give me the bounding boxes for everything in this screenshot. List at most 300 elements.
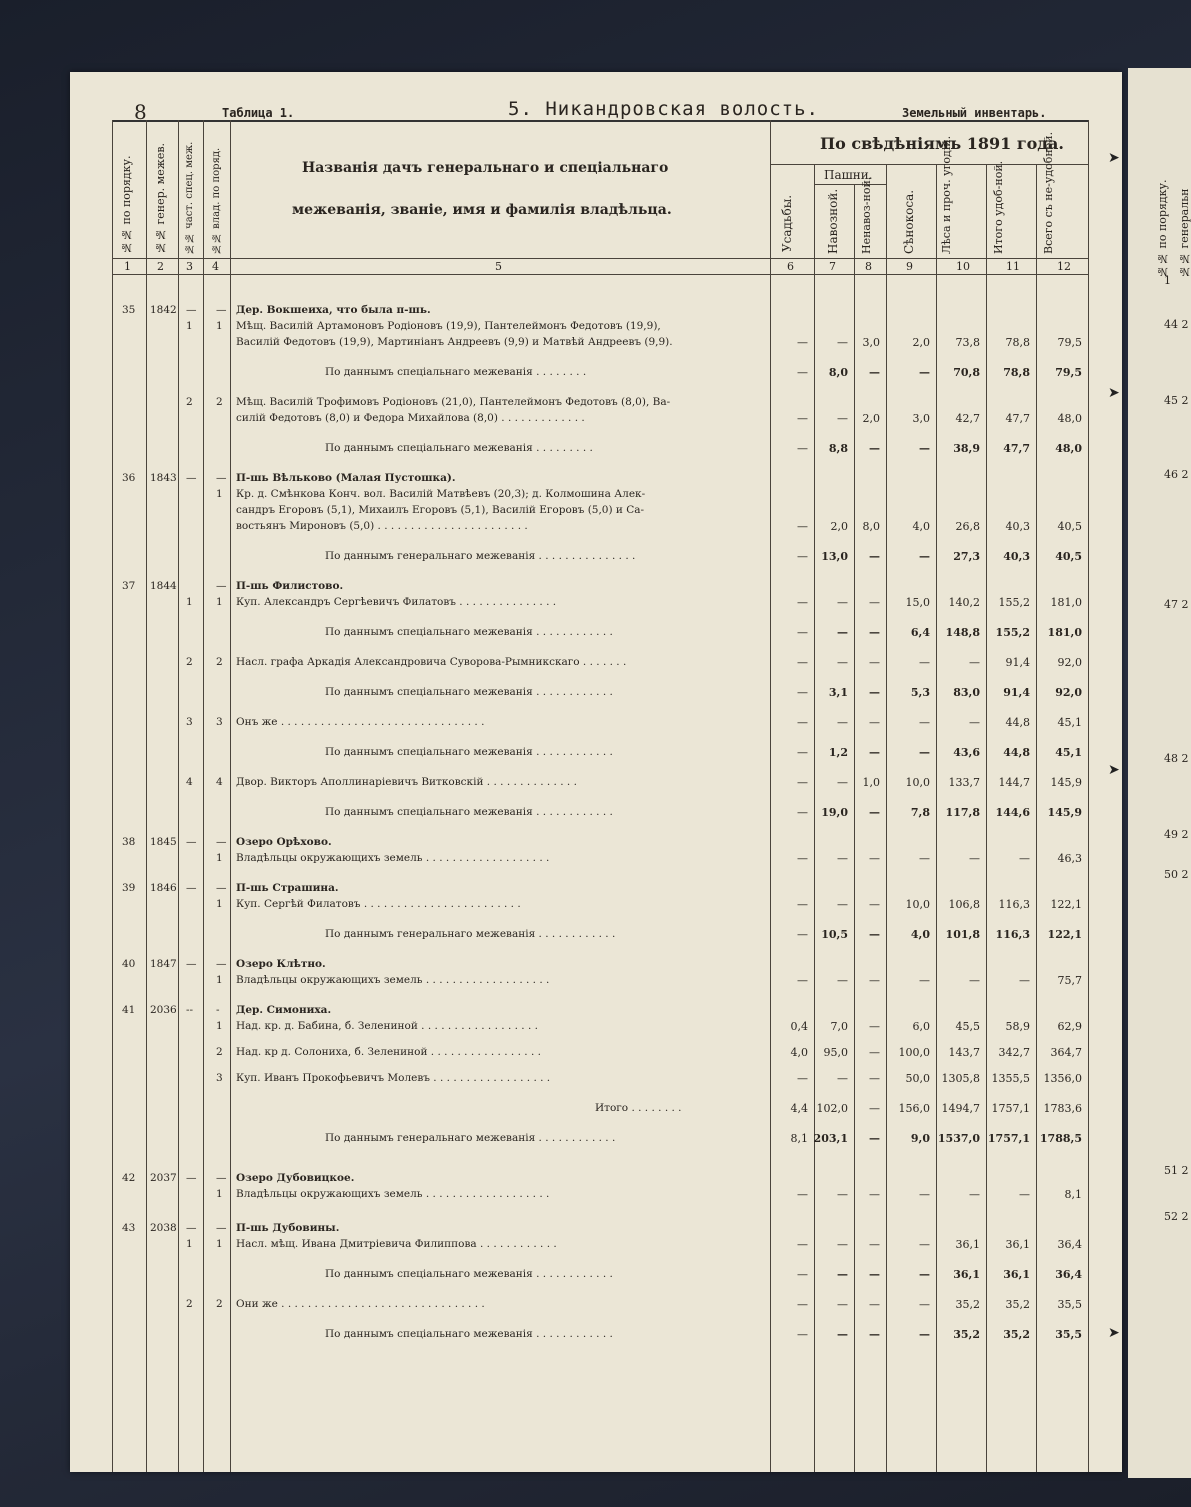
- col-header-nenavoznoy: Ненавоз-ной.: [860, 176, 873, 254]
- row-value: —: [837, 626, 848, 639]
- next-page-entry: 51 2: [1164, 1164, 1189, 1177]
- next-page-entry: 48 2: [1164, 752, 1189, 765]
- row-value: 73,8: [955, 336, 980, 349]
- row-value: 7,0: [830, 1020, 848, 1033]
- row-value: 6,0: [912, 1020, 930, 1033]
- row-owner-no: 1: [216, 974, 223, 986]
- col-header-vsego: Всего съ не-удобной.: [1042, 131, 1055, 254]
- row-owner-no: —: [216, 580, 227, 592]
- row-text: По даннымъ генеральнаго межеванія . . . . . . . . . . . .: [325, 928, 616, 940]
- row-value: —: [797, 1072, 808, 1085]
- row-owner-no: —: [216, 1222, 227, 1234]
- col-header-names-1: Названія дачъ генеральнаго и спеціальнаго: [302, 160, 669, 176]
- row-text: Они же . . . . . . . . . . . . . . . . . . . . . . . . . . . . . . .: [236, 1298, 485, 1310]
- row-text: Над. кр. д. Бабина, б. Зелениной . . . . . . . . . . . . . . . . . .: [236, 1020, 538, 1032]
- row-owner-no: 1: [216, 898, 223, 910]
- binding-arrow-2: ➤: [1108, 385, 1120, 401]
- row-value: 143,7: [948, 1046, 980, 1059]
- row-text: Дер. Симониха.: [236, 1004, 332, 1016]
- row-value: —: [797, 806, 808, 819]
- row-value: 40,3: [1003, 550, 1030, 563]
- col-header-order: №№ по порядку.: [120, 155, 133, 254]
- row-order-no: 38: [122, 836, 136, 848]
- row-value: —: [797, 686, 808, 699]
- row-value: —: [869, 1328, 880, 1341]
- row-value: 70,8: [953, 366, 980, 379]
- row-owner-no: 2: [216, 1046, 223, 1058]
- row-value: 35,2: [953, 1328, 980, 1341]
- row-owner-no: —: [216, 1172, 227, 1184]
- row-value: 40,5: [1055, 550, 1082, 563]
- row-text: силій Федотовъ (8,0) и Федора Михайлова (8,0) . . . . . . . . . . . . .: [236, 412, 585, 424]
- row-order-no: 39: [122, 882, 136, 894]
- next-page-entry: 45 2: [1164, 394, 1189, 407]
- row-general-no: 1842: [150, 304, 177, 316]
- row-text: Мѣщ. Василій Артамоновъ Родіоновъ (19,9), Пантелеймонъ Федотовъ (19,9),: [236, 320, 661, 332]
- row-special-no: 3: [186, 716, 193, 728]
- row-value: 46,3: [1057, 852, 1082, 865]
- row-value: 1757,1: [991, 1102, 1030, 1115]
- row-value: —: [1019, 974, 1030, 987]
- row-special-no: —: [186, 472, 197, 484]
- row-value: 145,9: [1050, 776, 1082, 789]
- row-value: 10,0: [905, 898, 930, 911]
- row-value: —: [919, 852, 930, 865]
- row-text: Владѣльцы окружающихъ земель . . . . . . . . . . . . . . . . . . .: [236, 974, 550, 986]
- row-value: 95,0: [823, 1046, 848, 1059]
- row-value: —: [797, 626, 808, 639]
- row-value: 19,0: [821, 806, 848, 819]
- row-value: 2,0: [862, 412, 880, 425]
- row-order-no: 35: [122, 304, 136, 316]
- row-special-no: —: [186, 1172, 197, 1184]
- row-value: —: [837, 1268, 848, 1281]
- row-value: 7,8: [910, 806, 930, 819]
- row-value: 15,0: [905, 596, 930, 609]
- row-text: востьянъ Мироновъ (5,0) . . . . . . . . . . . . . . . . . . . . . . .: [236, 520, 528, 532]
- row-value: —: [869, 366, 880, 379]
- row-value: 0,4: [790, 1020, 808, 1033]
- row-value: 8,8: [828, 442, 848, 455]
- row-value: —: [797, 366, 808, 379]
- row-value: —: [919, 550, 930, 563]
- row-value: —: [1019, 1188, 1030, 1201]
- row-text: П-шь Вѣльково (Малая Пустошка).: [236, 472, 456, 484]
- row-value: —: [797, 852, 808, 865]
- row-value: 1537,0: [937, 1132, 980, 1145]
- row-value: —: [1019, 852, 1030, 865]
- row-value: —: [797, 974, 808, 987]
- row-value: —: [919, 1238, 930, 1251]
- row-value: —: [919, 1298, 930, 1311]
- row-value: —: [797, 336, 808, 349]
- col-header-navoznoy: Навозной.: [826, 188, 840, 254]
- row-owner-no: 1: [216, 1188, 223, 1200]
- row-value: 8,1: [790, 1132, 808, 1145]
- row-value: —: [797, 746, 808, 759]
- row-value: —: [837, 1328, 848, 1341]
- row-order-no: 37: [122, 580, 136, 592]
- row-value: 3,0: [912, 412, 930, 425]
- row-value: —: [837, 412, 848, 425]
- col-header-owner-order: №№ влад. по поряд.: [211, 147, 222, 254]
- row-text: По даннымъ спеціальнаго межеванія . . . . . . . . . . . .: [325, 1268, 613, 1280]
- next-page-col-general: №№ генеральн: [1178, 188, 1191, 278]
- row-order-no: 36: [122, 472, 136, 484]
- row-value: 144,7: [998, 776, 1030, 789]
- row-value: —: [797, 716, 808, 729]
- row-value: —: [919, 1268, 930, 1281]
- row-value: —: [869, 1238, 880, 1251]
- row-value: 38,9: [953, 442, 980, 455]
- row-value: 79,5: [1057, 336, 1082, 349]
- row-value: 4,0: [910, 928, 930, 941]
- row-value: —: [869, 806, 880, 819]
- row-text: сандръ Егоровъ (5,1), Михаилъ Егоровъ (5,1), Василій Егоровъ (5,0) и Са-: [236, 504, 645, 516]
- row-value: 1,2: [828, 746, 848, 759]
- row-value: 45,5: [955, 1020, 980, 1033]
- row-value: 155,2: [998, 596, 1030, 609]
- row-value: 91,4: [1003, 686, 1030, 699]
- row-value: 102,0: [816, 1102, 848, 1115]
- row-value: —: [869, 686, 880, 699]
- row-value: 1757,1: [987, 1132, 1030, 1145]
- row-value: 27,3: [953, 550, 980, 563]
- row-value: —: [837, 1072, 848, 1085]
- row-value: 144,6: [995, 806, 1030, 819]
- row-owner-no: 3: [216, 716, 223, 728]
- row-value: 36,4: [1055, 1268, 1082, 1281]
- row-value: 8,0: [862, 520, 880, 533]
- page-title: 5. Никандровская волость.: [508, 98, 819, 120]
- row-owner-no: 2: [216, 656, 223, 668]
- row-value: —: [797, 1238, 808, 1251]
- row-value: 62,9: [1057, 1020, 1082, 1033]
- row-value: 116,3: [998, 898, 1030, 911]
- column-number: 7: [829, 260, 836, 273]
- row-value: 2,0: [912, 336, 930, 349]
- row-value: —: [969, 656, 980, 669]
- row-value: 45,1: [1057, 716, 1082, 729]
- next-page-col-order: №№ по порядку.: [1156, 179, 1169, 278]
- row-value: 1355,5: [991, 1072, 1030, 1085]
- row-value: 44,8: [1005, 716, 1030, 729]
- row-value: —: [837, 852, 848, 865]
- row-text: Владѣльцы окружающихъ земель . . . . . . . . . . . . . . . . . . .: [236, 852, 550, 864]
- row-value: 6,4: [910, 626, 930, 639]
- row-value: —: [797, 520, 808, 533]
- row-special-no: —: [186, 882, 197, 894]
- row-value: —: [797, 442, 808, 455]
- row-value: —: [919, 442, 930, 455]
- row-text: Куп. Иванъ Прокофьевичъ Молевъ . . . . . . . . . . . . . . . . . .: [236, 1072, 551, 1084]
- row-value: 101,8: [945, 928, 980, 941]
- row-value: 122,1: [1050, 898, 1082, 911]
- row-value: 140,2: [948, 596, 980, 609]
- row-value: —: [797, 1268, 808, 1281]
- row-value: 8,0: [828, 366, 848, 379]
- row-value: 78,8: [1003, 366, 1030, 379]
- next-page-colnum: 1: [1164, 274, 1171, 287]
- row-value: —: [869, 1298, 880, 1311]
- row-value: —: [869, 746, 880, 759]
- row-special-no: 2: [186, 656, 193, 668]
- row-value: 116,3: [995, 928, 1030, 941]
- row-text: Двор. Викторъ Аполлинаріевичъ Витковскій . . . . . . . . . . . . . .: [236, 776, 577, 788]
- next-page-entry: 50 2: [1164, 868, 1189, 881]
- row-value: 36,1: [1003, 1268, 1030, 1281]
- row-value: —: [797, 898, 808, 911]
- row-value: 1783,6: [1043, 1102, 1082, 1115]
- row-value: —: [919, 366, 930, 379]
- row-text: По даннымъ спеціальнаго межеванія . . . . . . . . .: [325, 442, 593, 454]
- row-owner-no: 1: [216, 596, 223, 608]
- row-text: По даннымъ спеціальнаго межеванія . . . . . . . . . . . .: [325, 686, 613, 698]
- row-value: 181,0: [1050, 596, 1082, 609]
- row-text: По даннымъ спеціальнаго межеванія . . . . . . . . . . . .: [325, 806, 613, 818]
- row-value: —: [837, 898, 848, 911]
- section-label: Земельный инвентарь.: [902, 106, 1047, 120]
- col-header-general-survey: №№ генер. межев.: [154, 142, 167, 254]
- row-value: 75,7: [1057, 974, 1082, 987]
- row-special-no: —: [186, 304, 197, 316]
- row-special-no: 4: [186, 776, 193, 788]
- row-owner-no: 1: [216, 320, 223, 332]
- row-order-no: 43: [122, 1222, 136, 1234]
- row-value: 35,5: [1055, 1328, 1082, 1341]
- row-value: —: [797, 550, 808, 563]
- row-value: 10,0: [905, 776, 930, 789]
- row-value: 58,9: [1005, 1020, 1030, 1033]
- row-value: —: [837, 596, 848, 609]
- col-header-lesa: Лѣса и проч. угодій.: [940, 135, 953, 254]
- row-value: 100,0: [898, 1046, 930, 1059]
- row-value: 91,4: [1005, 656, 1030, 669]
- row-text: Василій Федотовъ (19,9), Мартиніанъ Андреевъ (9,9) и Матвѣй Андреевъ (9,9).: [236, 336, 673, 348]
- row-value: —: [869, 596, 880, 609]
- row-value: —: [837, 716, 848, 729]
- row-value: 3,1: [828, 686, 848, 699]
- row-value: —: [919, 746, 930, 759]
- row-value: 117,8: [945, 806, 980, 819]
- page-number: 8: [134, 100, 147, 124]
- row-value: 36,4: [1057, 1238, 1082, 1251]
- row-owner-no: —: [216, 958, 227, 970]
- row-value: —: [869, 898, 880, 911]
- row-value: 148,8: [945, 626, 980, 639]
- row-value: —: [837, 656, 848, 669]
- row-value: —: [797, 1188, 808, 1201]
- row-text: Итого . . . . . . . .: [595, 1102, 682, 1114]
- row-value: 36,1: [953, 1268, 980, 1281]
- row-value: —: [797, 1298, 808, 1311]
- next-page-edge: [1128, 68, 1191, 1478]
- row-value: —: [797, 1328, 808, 1341]
- row-special-no: —: [186, 958, 197, 970]
- row-value: 364,7: [1050, 1046, 1082, 1059]
- column-number: 5: [495, 260, 502, 273]
- row-text: Над. кр д. Солониха, б. Зелениной . . . . . . . . . . . . . . . . .: [236, 1046, 541, 1058]
- row-general-no: 1843: [150, 472, 177, 484]
- row-owner-no: 2: [216, 1298, 223, 1310]
- row-owner-no: -: [216, 1004, 220, 1016]
- row-value: 4,4: [790, 1102, 808, 1115]
- row-value: 47,7: [1003, 442, 1030, 455]
- col-header-special-survey: №№ част. спец. меж.: [184, 141, 195, 254]
- row-value: 36,1: [955, 1238, 980, 1251]
- row-text: Озеро Клѣтно.: [236, 958, 326, 970]
- row-text: Владѣльцы окружающихъ земель . . . . . . . . . . . . . . . . . . .: [236, 1188, 550, 1200]
- col-header-senokosa: Сѣнокоса.: [902, 189, 916, 254]
- row-value: —: [869, 626, 880, 639]
- column-number: 12: [1057, 260, 1071, 273]
- row-special-no: 2: [186, 1298, 193, 1310]
- row-owner-no: 2: [216, 396, 223, 408]
- row-value: 1356,0: [1043, 1072, 1082, 1085]
- row-value: 1305,8: [941, 1072, 980, 1085]
- row-value: 5,3: [910, 686, 930, 699]
- row-value: —: [837, 974, 848, 987]
- col-group-pashni: Пашни.: [824, 168, 873, 182]
- binding-arrow-4: ➤: [1108, 1325, 1120, 1341]
- row-value: 1,0: [862, 776, 880, 789]
- row-special-no: 1: [186, 1238, 193, 1250]
- row-value: —: [837, 1298, 848, 1311]
- row-text: По даннымъ спеціальнаго межеванія . . . . . . . .: [325, 366, 587, 378]
- row-value: —: [869, 1268, 880, 1281]
- row-value: —: [869, 928, 880, 941]
- col-header-names-2: межеванія, званіе, имя и фамилія владѣльца.: [292, 202, 672, 218]
- row-general-no: 2038: [150, 1222, 177, 1234]
- col-group-1891: По свѣдѣніямъ 1891 года.: [820, 134, 1064, 153]
- row-text: Дер. Вокшеиха, что была п-шь.: [236, 304, 431, 316]
- row-value: 3,0: [862, 336, 880, 349]
- row-value: —: [919, 974, 930, 987]
- row-value: 203,1: [813, 1132, 848, 1145]
- row-text: Озеро Дубовицкое.: [236, 1172, 355, 1184]
- column-number: 4: [212, 260, 219, 273]
- row-owner-no: 1: [216, 852, 223, 864]
- row-value: —: [837, 776, 848, 789]
- column-number: 1: [124, 260, 131, 273]
- row-value: 9,0: [910, 1132, 930, 1145]
- row-text: П-шь Филистово.: [236, 580, 344, 592]
- row-value: 35,5: [1057, 1298, 1082, 1311]
- row-value: 45,1: [1055, 746, 1082, 759]
- column-number: 10: [956, 260, 970, 273]
- row-value: 2,0: [830, 520, 848, 533]
- row-value: —: [969, 852, 980, 865]
- row-owner-no: —: [216, 304, 227, 316]
- row-value: 35,2: [1003, 1328, 1030, 1341]
- row-value: —: [869, 1132, 880, 1145]
- row-value: 122,1: [1047, 928, 1082, 941]
- row-value: —: [969, 1188, 980, 1201]
- column-number: 8: [865, 260, 872, 273]
- row-value: 4,0: [912, 520, 930, 533]
- row-value: 156,0: [898, 1102, 930, 1115]
- row-value: 48,0: [1057, 412, 1082, 425]
- next-page-entry: 49 2: [1164, 828, 1189, 841]
- row-value: 42,7: [955, 412, 980, 425]
- row-order-no: 41: [122, 1004, 136, 1016]
- row-value: —: [797, 656, 808, 669]
- row-special-no: --: [186, 1004, 194, 1016]
- row-special-no: —: [186, 836, 197, 848]
- row-value: —: [869, 852, 880, 865]
- row-general-no: 1845: [150, 836, 177, 848]
- column-number: 2: [157, 260, 164, 273]
- row-value: 92,0: [1057, 656, 1082, 669]
- row-value: —: [837, 336, 848, 349]
- row-general-no: 2037: [150, 1172, 177, 1184]
- row-special-no: 1: [186, 596, 193, 608]
- row-owner-no: —: [216, 472, 227, 484]
- next-page-entry: 44 2: [1164, 318, 1189, 331]
- row-value: —: [969, 716, 980, 729]
- row-text: По даннымъ генеральнаго межеванія . . . . . . . . . . . . . . .: [325, 550, 636, 562]
- column-number: 6: [787, 260, 794, 273]
- row-value: 181,0: [1047, 626, 1082, 639]
- row-value: 48,0: [1055, 442, 1082, 455]
- row-value: —: [797, 412, 808, 425]
- row-value: —: [837, 1188, 848, 1201]
- row-value: 35,2: [1005, 1298, 1030, 1311]
- row-owner-no: 4: [216, 776, 223, 788]
- row-value: —: [869, 1046, 880, 1059]
- row-value: 40,5: [1057, 520, 1082, 533]
- row-text: Насл. графа Аркадія Александровича Суворова-Рымникскаго . . . . . . .: [236, 656, 627, 668]
- row-value: 78,8: [1005, 336, 1030, 349]
- row-value: —: [797, 776, 808, 789]
- row-value: —: [869, 1072, 880, 1085]
- row-text: Куп. Сергѣй Филатовъ . . . . . . . . . . . . . . . . . . . . . . . .: [236, 898, 521, 910]
- column-number: 3: [186, 260, 193, 273]
- binding-arrow-1: ➤: [1108, 150, 1120, 166]
- row-value: 155,2: [995, 626, 1030, 639]
- row-value: —: [919, 716, 930, 729]
- row-value: —: [919, 1188, 930, 1201]
- row-text: Насл. мѣщ. Ивана Дмитріевича Филиппова . . . . . . . . . . . .: [236, 1238, 557, 1250]
- row-value: 342,7: [998, 1046, 1030, 1059]
- row-value: —: [869, 974, 880, 987]
- row-general-no: 1847: [150, 958, 177, 970]
- row-value: 35,2: [955, 1298, 980, 1311]
- row-value: 83,0: [953, 686, 980, 699]
- column-number: 11: [1006, 260, 1020, 273]
- row-value: 8,1: [1064, 1188, 1082, 1201]
- row-text: Кр. д. Смѣнкова Конч. вол. Василій Матвѣевъ (20,3); д. Колмошина Алек-: [236, 488, 646, 500]
- next-page-entry: 47 2: [1164, 598, 1189, 611]
- row-value: 40,3: [1005, 520, 1030, 533]
- ledger-page: [70, 72, 1122, 1472]
- next-page-entry: 52 2: [1164, 1210, 1189, 1223]
- next-page-entry: 46 2: [1164, 468, 1189, 481]
- row-owner-no: —: [216, 836, 227, 848]
- row-value: 26,8: [955, 520, 980, 533]
- row-text: Куп. Алексaндръ Сергѣевичъ Филатовъ . . . . . . . . . . . . . . .: [236, 596, 557, 608]
- row-special-no: —: [186, 1222, 197, 1234]
- row-text: По даннымъ спеціальнаго межеванія . . . . . . . . . . . .: [325, 626, 613, 638]
- row-value: 50,0: [905, 1072, 930, 1085]
- row-value: 106,8: [948, 898, 980, 911]
- row-value: —: [869, 1020, 880, 1033]
- col-header-usadby: Усадьбы.: [780, 194, 794, 252]
- row-text: П-шь Страшина.: [236, 882, 339, 894]
- row-value: —: [919, 656, 930, 669]
- row-value: —: [869, 716, 880, 729]
- row-value: —: [919, 1328, 930, 1341]
